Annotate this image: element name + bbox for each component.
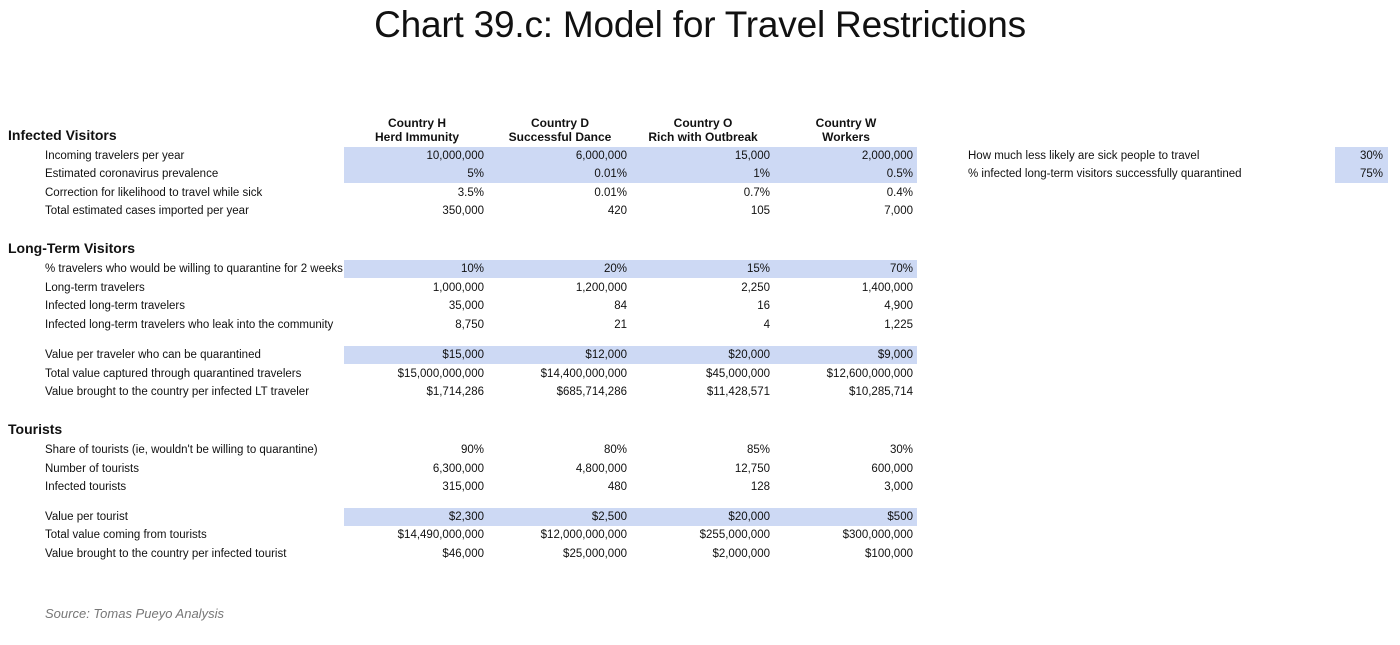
table-cell: $11,428,571 <box>706 386 770 398</box>
table-cell: $12,000,000,000 <box>540 529 627 541</box>
table-cell: $15,000,000,000 <box>397 368 484 380</box>
assumption-row <box>968 165 1388 183</box>
assumption-value[interactable]: 30% <box>1335 147 1388 165</box>
column-header-line1: Country D <box>531 116 589 130</box>
table-cell: 85% <box>746 444 770 456</box>
table-cell: $1,714,286 <box>426 386 484 398</box>
table-cell[interactable]: 6,000,000 <box>487 147 630 165</box>
table-cell: 3.5% <box>457 187 484 199</box>
row-label: Value brought to the country per infected tourist <box>45 548 287 560</box>
table-cell: 8,750 <box>455 319 484 331</box>
table-cell: 420 <box>607 205 627 217</box>
source-note: Source: Tomas Pueyo Analysis <box>45 606 224 621</box>
table-cell: 30% <box>889 444 913 456</box>
row-label: Total estimated cases imported per year <box>45 205 249 217</box>
table-row <box>0 297 920 315</box>
table-cell: 0.01% <box>594 187 627 199</box>
row-label: Infected long-term travelers <box>45 300 185 312</box>
table-row <box>0 545 920 563</box>
assumption-value[interactable]: 75% <box>1335 165 1388 183</box>
table-row <box>0 441 920 459</box>
table-cell: 105 <box>750 205 770 217</box>
table-cell: 480 <box>607 481 627 493</box>
table-cell[interactable]: 70% <box>773 260 916 278</box>
section-long-term-visitors: Long-Term Visitors <box>8 240 136 256</box>
column-header-line1: Country H <box>388 116 446 130</box>
table-cell: 90% <box>460 444 484 456</box>
table-cell[interactable]: 0.5% <box>773 165 916 183</box>
table-cell: $45,000,000 <box>706 368 770 380</box>
table-cell: 600,000 <box>871 463 913 475</box>
table-cell[interactable]: $9,000 <box>773 346 916 364</box>
table-cell: $255,000,000 <box>699 529 770 541</box>
table-cell[interactable]: $15,000 <box>344 346 487 364</box>
row-label: Correction for likelihood to travel while sick <box>45 187 263 199</box>
row-label: % travelers who would be willing to quarantine for 2 weeks <box>45 263 343 275</box>
table-cell: $14,400,000,000 <box>540 368 627 380</box>
table-cell: 12,750 <box>734 463 770 475</box>
assumption-label: How much less likely are sick people to travel <box>968 150 1200 162</box>
table-cell: $10,285,714 <box>849 386 913 398</box>
table-cell: $12,600,000,000 <box>826 368 913 380</box>
table-cell: $100,000 <box>865 548 913 560</box>
column-header-line2: Workers <box>822 130 870 144</box>
table-row <box>0 260 920 278</box>
table-cell: $14,490,000,000 <box>397 529 484 541</box>
column-header-line2: Successful Dance <box>508 130 612 144</box>
row-label: Infected long-term travelers who leak into the community <box>45 319 334 331</box>
table-cell[interactable]: $20,000 <box>630 346 773 364</box>
column-header-country-h <box>342 116 492 144</box>
column-header-line1: Country W <box>815 116 877 130</box>
table-row <box>0 460 920 478</box>
table-cell: $2,000,000 <box>712 548 770 560</box>
table-cell: 1,400,000 <box>861 282 913 294</box>
row-label: Long-term travelers <box>45 282 145 294</box>
table-cell: 16 <box>757 300 770 312</box>
row-label: Value brought to the country per infected LT traveler <box>45 386 310 398</box>
row-label: Value per traveler who can be quarantined <box>45 349 261 361</box>
table-row <box>0 508 920 526</box>
table-cell: 4,900 <box>884 300 913 312</box>
table-cell[interactable]: 1% <box>630 165 773 183</box>
column-header-line1: Country O <box>673 116 733 130</box>
table-cell: 35,000 <box>448 300 484 312</box>
table-row <box>0 383 920 401</box>
table-row <box>0 346 920 364</box>
table-row <box>0 478 920 496</box>
table-row <box>0 316 920 334</box>
table-cell[interactable]: $500 <box>773 508 916 526</box>
table-cell: 315,000 <box>442 481 484 493</box>
table-cell[interactable]: 20% <box>487 260 630 278</box>
table-cell: 0.7% <box>743 187 770 199</box>
assumption-row <box>968 147 1388 165</box>
section-infected-visitors: Infected Visitors <box>8 127 117 143</box>
table-row <box>0 202 920 220</box>
table-row <box>0 165 920 183</box>
table-row <box>0 184 920 202</box>
table-row <box>0 526 920 544</box>
table-cell[interactable]: $2,500 <box>487 508 630 526</box>
row-label: Total value captured through quarantined travelers <box>45 368 302 380</box>
table-cell[interactable]: 10,000,000 <box>344 147 487 165</box>
row-label: Total value coming from tourists <box>45 529 207 541</box>
column-header-line2: Rich with Outbreak <box>648 130 758 144</box>
table-cell: 6,300,000 <box>432 463 484 475</box>
table-cell: 350,000 <box>442 205 484 217</box>
table-cell: 1,200,000 <box>575 282 627 294</box>
column-header-country-d <box>485 116 635 144</box>
table-cell: $300,000,000 <box>842 529 913 541</box>
column-header-country-o <box>628 116 778 144</box>
table-cell[interactable]: 2,000,000 <box>773 147 916 165</box>
row-label: Estimated coronavirus prevalence <box>45 168 219 180</box>
row-label: Share of tourists (ie, wouldn't be willing to quarantine) <box>45 444 318 456</box>
table-row <box>0 279 920 297</box>
table-cell: 7,000 <box>884 205 913 217</box>
row-label: Value per tourist <box>45 511 128 523</box>
table-cell[interactable]: $20,000 <box>630 508 773 526</box>
table-cell[interactable]: $12,000 <box>487 346 630 364</box>
table-cell: 84 <box>614 300 627 312</box>
table-cell: $46,000 <box>442 548 484 560</box>
section-tourists: Tourists <box>8 421 63 437</box>
table-cell: 3,000 <box>884 481 913 493</box>
table-cell: 80% <box>603 444 627 456</box>
table-cell[interactable]: 15,000 <box>630 147 773 165</box>
page-title: Chart 39.c: Model for Travel Restrictions <box>374 4 1026 45</box>
column-header-country-w <box>771 116 921 144</box>
assumption-label: % infected long-term visitors successfully quarantined <box>968 168 1242 180</box>
table-cell[interactable]: $2,300 <box>344 508 487 526</box>
table-row <box>0 147 920 165</box>
table-cell[interactable]: 0.01% <box>487 165 630 183</box>
table-cell[interactable]: 5% <box>344 165 487 183</box>
row-label: Number of tourists <box>45 463 139 475</box>
table-cell: $25,000,000 <box>563 548 627 560</box>
table-cell[interactable]: 10% <box>344 260 487 278</box>
table-cell: 4 <box>763 319 770 331</box>
table-row <box>0 365 920 383</box>
row-label: Infected tourists <box>45 481 127 493</box>
table-cell: 128 <box>750 481 770 493</box>
table-cell[interactable]: 15% <box>630 260 773 278</box>
table-cell: 1,225 <box>884 319 913 331</box>
table-cell: $685,714,286 <box>556 386 627 398</box>
row-label: Incoming travelers per year <box>45 150 185 162</box>
table-cell: 0.4% <box>886 187 913 199</box>
column-header-line2: Herd Immunity <box>374 130 459 144</box>
table-cell: 4,800,000 <box>575 463 627 475</box>
table-cell: 21 <box>614 319 627 331</box>
table-cell: 1,000,000 <box>432 282 484 294</box>
table-cell: 2,250 <box>741 282 770 294</box>
